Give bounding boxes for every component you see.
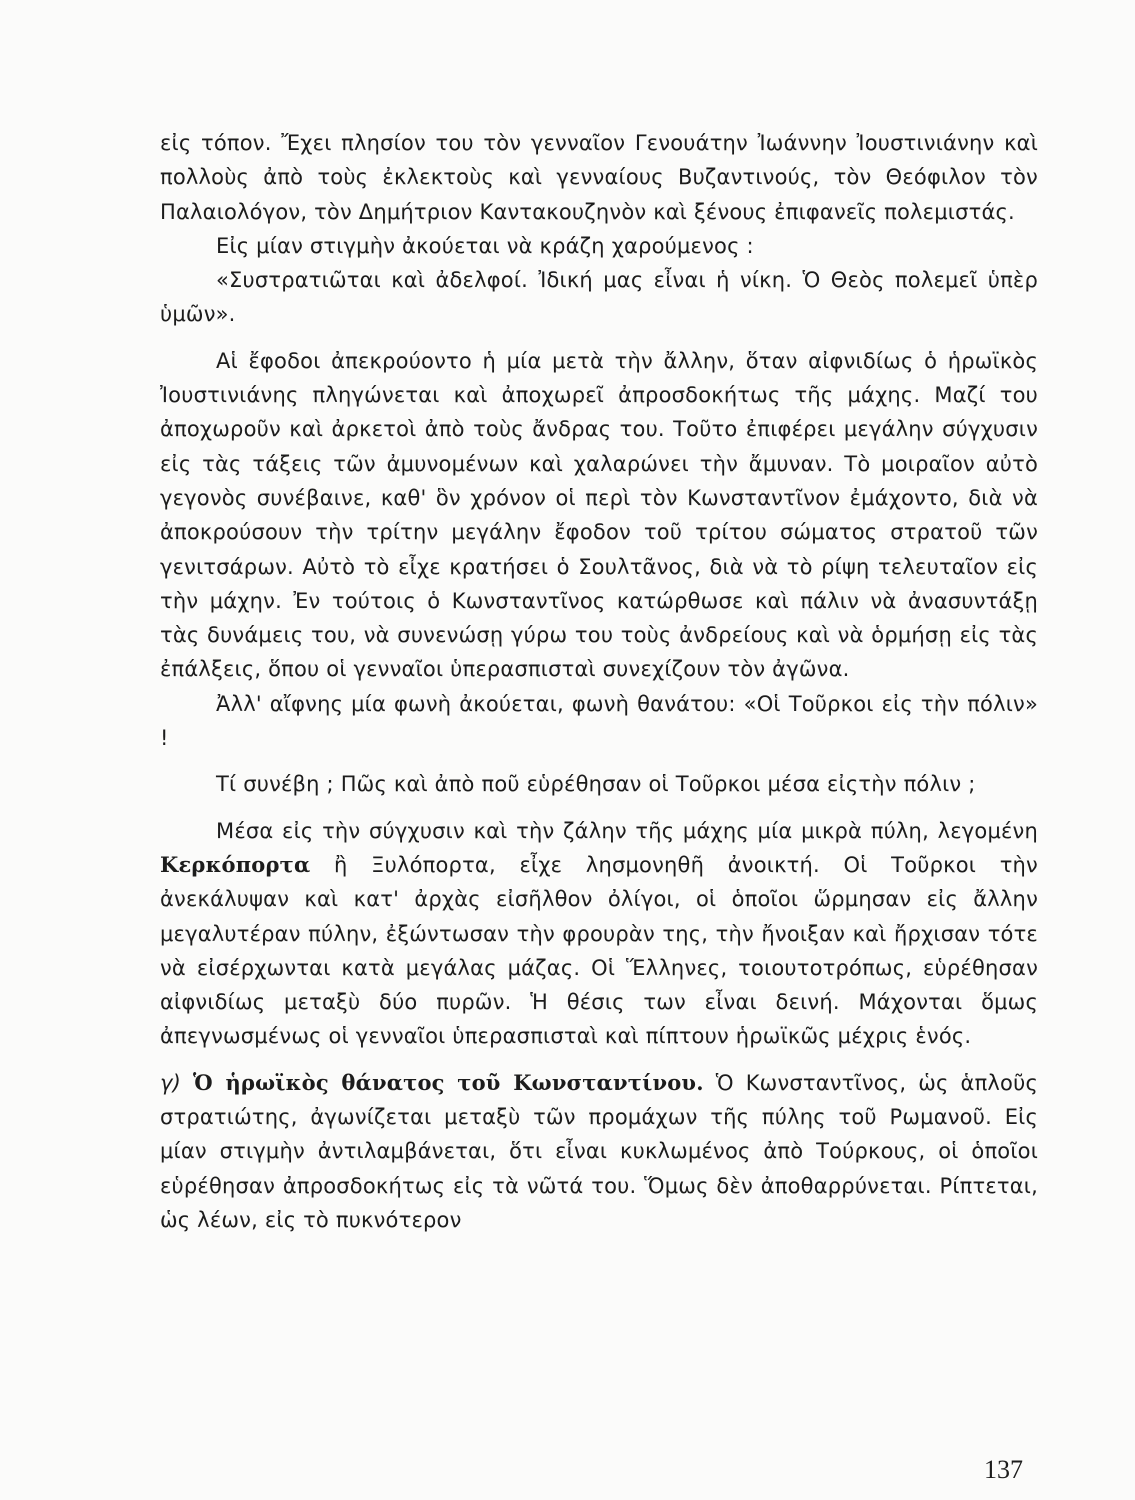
section-gamma-text: Ὁ Κωνσταντῖνος, ὡς ἁπλοῦς στρατιώτης, ἀγωνίζεται μεταξὺ τῶν προμάχων τῆς πύλης τοῦ Ρωμανοῦ. Εἰς μίαν στιγμὴν ἀντιλαμβάνεται, ὅτι εἶναι κυκλωμένος ἀπὸ Τούρκους, οἱ ὁποῖοι εὑρέθησαν ἀπροσδοκήτως εἰς τὰ νῶτά του. Ὅμως δὲν ἀποθαρρύνεται. Ρίπτεται, ὡς λέων, εἰς τὸ πυκνότερον: [160, 1070, 1038, 1232]
paragraph-5: Ἀλλ' αἴφνης μία φωνὴ ἀκούεται, φωνὴ θανάτου: «Οἱ Τοῦρκοι εἰς τὴν πόλιν» !: [160, 691, 1038, 751]
paragraph-7-rest: ἢ Ξυλόπορτα, εἶχε λησμονηθῆ ἀνοικτή. Οἱ Τοῦρκοι τὴν ἀνεκάλυψαν καὶ κατ' ἀρχὰς εἰσῆλθον ὀλίγοι, οἱ ὁποῖοι ὥρμησαν εἰς ἄλλην μεγαλυτέραν πύλην, ἐξώντωσαν τὴν φρουρὰν της, τὴν ἤνοιξαν καὶ ἤρχισαν τότε νὰ εἰσέρχωνται κατὰ μεγάλας μάζας. Οἱ Ἕλληνες, τοιουτοτρόπως, εὑρέθησαν αἰφνιδίως μεταξὺ δύο πυρῶν. Ἡ θέσις των εἶναι δεινή. Μάχονται ὅμως ἀπεγνωσμένως οἱ γενναῖοι ὑπερασπισταὶ καὶ πίπτουν ἡρωϊκῶς μέχρις ἑνός.: [160, 852, 1038, 1049]
paragraph-7: [160, 814, 1038, 1054]
page-body: [160, 126, 1038, 1237]
paragraph-2: Εἰς μίαν στιγμὴν ἀκούεται νὰ κράζη χαρούμενος :: [216, 233, 754, 258]
kerkoporta-term: Κερκόπορτα: [160, 851, 311, 877]
paragraph-4: Αἱ ἔφοδοι ἀπεκρούοντο ἡ μία μετὰ τὴν ἄλλην, ὅταν αἰφνιδίως ὁ ἡρωϊκὸς Ἰουστινιάνης πληγώνεται καὶ ἀποχωρεῖ ἀπροσδοκήτως τῆς μάχης. Μαζί του ἀποχωροῦν καὶ ἀρκετοὶ ἀπὸ τοὺς ἄνδρας του. Τοῦτο ἐπιφέρει μεγάλην σύγχυσιν εἰς τὰς τάξεις τῶν ἀμυνομένων καὶ χαλαρώνει τὴν ἄμυναν. Τὸ μοιραῖον αὐτὸ γεγονὸς συνέβαινε, καθ' ὃν χρόνον οἱ περὶ τὸν Κωνσταντῖνον ἐμάχοντο, διὰ νὰ ἀποκρούσουν τὴν τρίτην μεγάλην ἔφοδον τοῦ τρίτου σώματος στρατοῦ τῶν γενιτσάρων. Αὐτὸ τὸ εἶχε κρατήσει ὁ Σουλτᾶνος, διὰ νὰ τὸ ρίψη τελευταῖον εἰς τὴν μάχην. Ἐν τούτοις ὁ Κωνσταντῖνος κατώρθωσε καὶ πάλιν νὰ ἀνασυντάξῃ τὰς δυνάμεις του, νὰ συνενώσῃ γύρω του τοὺς ἀνδρείους καὶ νὰ ὁρμήσῃ εἰς τὰς ἐπάλξεις, ὅπου οἱ γενναῖοι ὑπερασπισταὶ συνεχίζουν τὸν ἀγῶνα.: [160, 348, 1038, 682]
paragraph-7-intro: Μέσα εἰς τὴν σύγχυσιν καὶ τὴν ζάλην τῆς μάχης μία μικρὰ πύλη, λεγομένη: [216, 818, 1038, 843]
paragraph-1: εἰς τόπον. Ἔχει πλησίον του τὸν γενναῖον Γενουάτην Ἰωάννην Ἰουστινιάνην καὶ πολλοὺς ἀπὸ τοὺς ἐκλεκτοὺς καὶ γενναίους Βυζαντινούς, τὸν Θεόφιλον τὸν Παλαιολόγον, τὸν Δημήτριον Καντακουζηνὸν καὶ ξένους ἐπιφανεῖς πολεμιστάς.: [160, 131, 1038, 224]
section-heading: Ὁ ἡρωϊκὸς θάνατος τοῦ Κωνσταντίνου.: [193, 1069, 704, 1095]
paragraph-6: Τί συνέβη ; Πῶς καὶ ἀπὸ ποῦ εὑρέθησαν οἱ Τοῦρκοι μέσα εἰςτὴν πόλιν ;: [216, 772, 976, 797]
page-number: 137: [984, 1455, 1023, 1484]
section-label: γ): [160, 1070, 182, 1095]
paragraph-3-quote: «Συστρατιῶται καὶ ἀδελφοί. Ἰδική μας εἶναι ἡ νίκη. Ὁ Θεὸς πολεμεῖ ὑπὲρ ὑμῶν».: [160, 268, 1038, 327]
section-gamma: [160, 1066, 1038, 1237]
